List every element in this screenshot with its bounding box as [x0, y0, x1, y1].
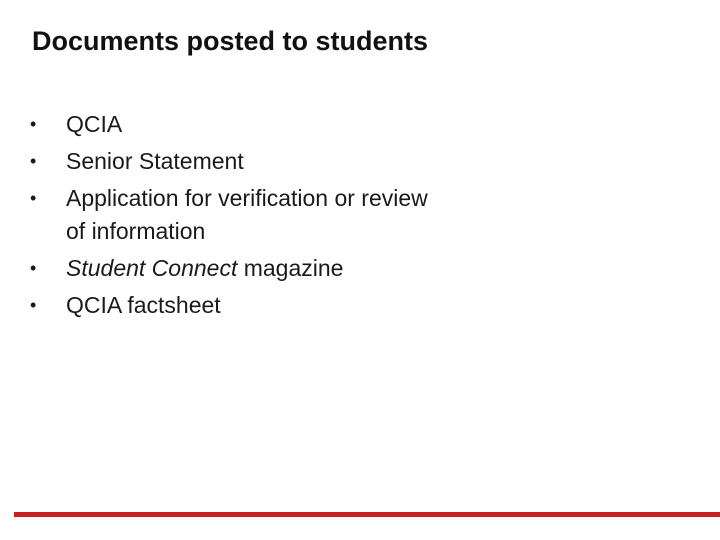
- bullet-icon: •: [30, 295, 37, 315]
- bullet-text: Application for verification or review of information: [66, 185, 428, 244]
- bullet-icon: •: [30, 151, 37, 171]
- bullet-text-italic: Student Connect: [66, 255, 238, 281]
- bullet-text: magazine: [237, 255, 344, 281]
- bullet-icon: •: [30, 258, 37, 278]
- bullet-item-application: [28, 182, 436, 248]
- bullet-text: QCIA factsheet: [66, 292, 221, 318]
- bullet-item-senior-statement: [28, 143, 488, 180]
- bullet-item-qcia: [28, 106, 488, 143]
- slide-title: Documents posted to students: [32, 26, 429, 56]
- bullet-text: QCIA: [66, 111, 123, 137]
- bullet-icon: •: [30, 114, 37, 134]
- bullet-icon: •: [30, 188, 37, 208]
- bullet-list: [28, 106, 488, 324]
- bullet-text: Senior Statement: [66, 148, 244, 174]
- bullet-item-qcia-factsheet: [28, 287, 488, 324]
- footer-accent-bar: [14, 512, 720, 517]
- bullet-item-student-connect: [28, 250, 488, 287]
